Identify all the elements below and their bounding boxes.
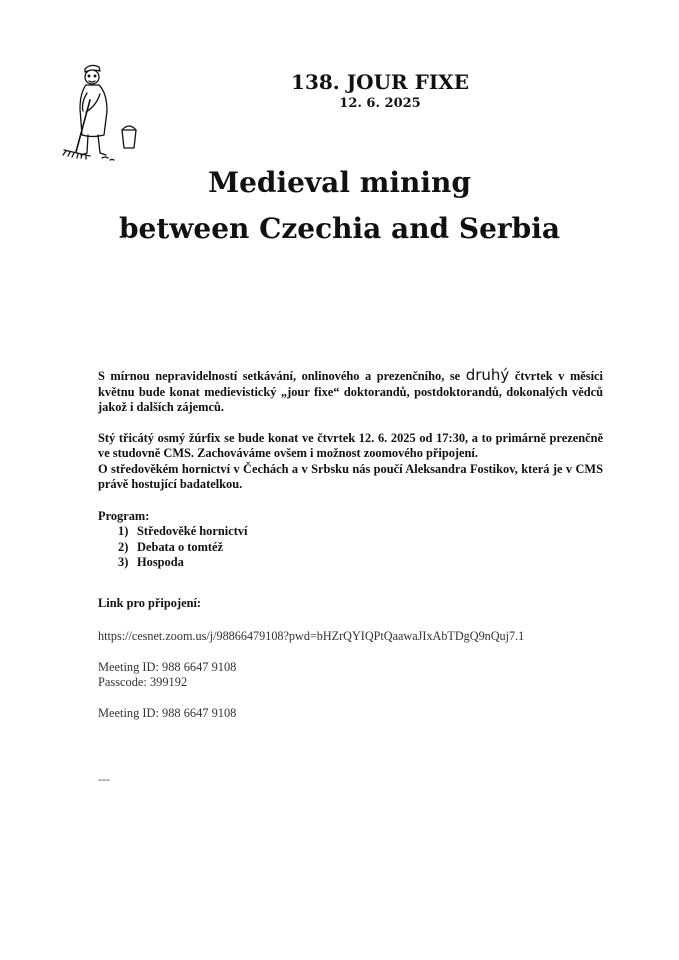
intro-emphasis: druhý — [465, 366, 510, 384]
program-item-number: 2) — [118, 539, 129, 554]
announcement-body — [98, 368, 603, 721]
footer-separator: --- — [98, 772, 110, 786]
program-item-text: Středověké hornictví — [137, 524, 248, 538]
program-item-number: 1) — [118, 524, 129, 538]
details-line2: O středověkém hornictví v Čechách a v Srbsku nás poučí Aleksandra Fostikov, která je v CMS právě hostující badatelkou. — [98, 461, 603, 491]
program-item — [118, 540, 603, 556]
details-line1: Stý třicátý osmý žúrfix se bude konat ve čtvrtek 12. 6. 2025 od 17:30, a to primárně prezenčně ve studovně CMS. Zachováváme ovšem i možnost zoomového připojení. — [98, 430, 603, 460]
program-item — [118, 555, 603, 571]
lecture-title-line2: between Czechia and Serbia — [118, 212, 561, 245]
jour-fixe-title: 138. JOUR FIXE — [291, 70, 469, 94]
jour-fixe-date: 12. 6. 2025 — [339, 96, 421, 111]
meeting-info-block — [98, 660, 603, 691]
lecture-title-line1: Medieval mining — [208, 166, 471, 199]
meeting-id-2: Meeting ID: 988 6647 9108 — [98, 705, 237, 720]
lecture-title — [0, 160, 679, 252]
program-list — [98, 524, 603, 571]
details-paragraph — [98, 431, 603, 493]
janitor-sweeping-cartoon-icon — [58, 60, 144, 164]
meeting-info-block-2 — [98, 706, 603, 722]
zoom-link[interactable]: https://cesnet.zoom.us/j/98866479108?pwd=bHZrQYIQPtQaawaJIxAbTDgQ9nQuj7.1 — [98, 629, 525, 643]
meeting-id: Meeting ID: 988 6647 9108 — [98, 659, 237, 674]
meeting-passcode: Passcode: 399192 — [98, 675, 188, 689]
program-item-text: Hospoda — [137, 555, 184, 569]
program-label: Program: — [98, 508, 150, 523]
header — [160, 70, 600, 112]
program-item — [118, 524, 603, 540]
link-label: Link pro připojení: — [98, 595, 202, 610]
intro-paragraph — [98, 368, 603, 416]
program-item-text: Debata o tomtéž — [137, 539, 224, 554]
program-item-number: 3) — [118, 555, 129, 569]
intro-text-after: čtvrtek v měsíci květnu bude konat medievistický „jour fixe“ doktorandů, postdoktorandů, dokonalých vědců jakož i dalších zájemců. — [98, 369, 603, 414]
intro-text-before: S mírnou nepravidelností setkávání, onlinového a prezenčního, se — [98, 369, 466, 383]
